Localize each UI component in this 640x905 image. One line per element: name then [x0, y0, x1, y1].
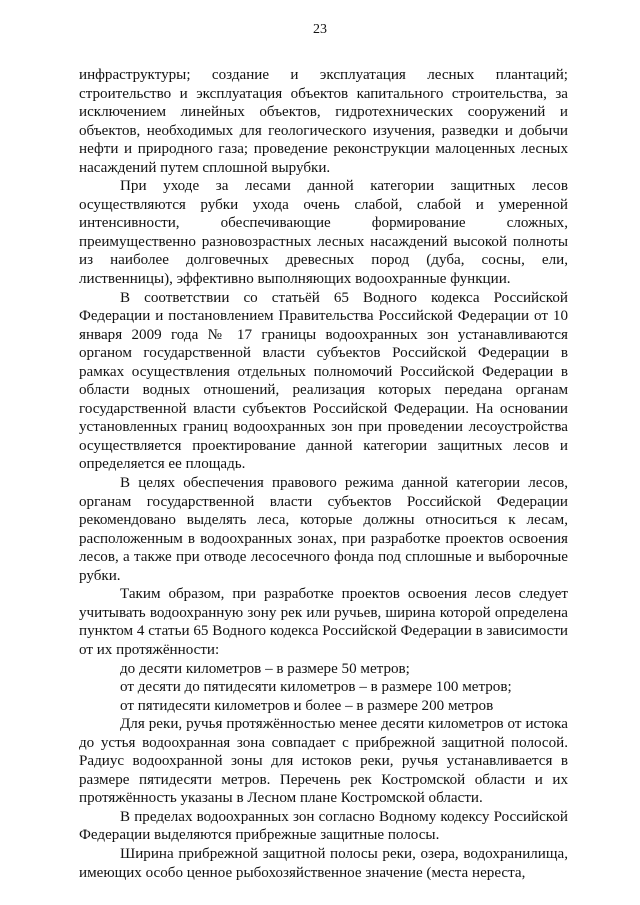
paragraph-strip-width: Ширина прибрежной защитной полосы реки, озера, водохранилища, имеющих особо ценное рыбохозяйственное значение (места нереста, [79, 845, 568, 881]
list-item: от пятидесяти километров и более – в размере 200 метров [120, 697, 494, 714]
list-item: от десяти до пятидесяти километров – в размере 100 метров; [120, 679, 512, 696]
paragraph-water-code: В соответствии со статьёй 65 Водного кодекса Российской Федерации и постановлением Правительства Российской Федерации от 10 января 2009 года № 17 границы водоохранных зон устанавливаются органом государственной власти субъектов Российской Федерации в рамках осуществления отдельных полномочий Российской Федерации в области водных отношений, реализация которых передана органам государственной власти субъектов Российской Федерации. На основании установленных границ водоохранных зон при проведении лесоустройства осуществляется проектирование данной категории защитных лесов и определяется ее площадь. [79, 289, 568, 473]
list-item: до десяти километров – в размере 50 метров; [120, 660, 410, 677]
document-body [79, 66, 568, 882]
paragraph-zone-width: Таким образом, при разработке проектов освоения лесов следует учитывать водоохранную зону рек или ручьев, ширина которой определена пунктом 4 статьи 65 Водного кодекса Российской Федерации в зависимости от их протяжённости: [79, 586, 568, 658]
page-number: 23 [313, 22, 327, 37]
paragraph-short-rivers: Для реки, ручья протяжённостью менее десяти километров от истока до устья водоохранная зона совпадает с прибрежной защитной полосой. Радиус водоохранной зоны для истоков реки, ручья устанавливается в размере пятидесяти метров. Перечень рек Костромской области и их протяжённость указаны в Лесном плане Костромской области. [79, 716, 568, 807]
paragraph-legal-regime: В целях обеспечения правового режима данной категории лесов, органам государственной власти субъектов Российской Федерации рекомендовано выделять леса, которые должны относиться к лесам, расположенным в водоохранных зонах, при разработке проектов освоения лесов, а также при отводе лесосечного фонда под сплошные и выборочные рубки. [79, 475, 568, 584]
paragraph-forest-care: При уходе за лесами данной категории защитных лесов осуществляются рубки ухода очень слабой, слабой и умеренной интенсивности, обеспечивающие формирование сложных, преимущественно разновозрастных лесных насаждений высокой полноты из наиболее долговечных древесных пород (дуба, сосны, ели, лиственницы), эффективно выполняющих водоохранные функции. [79, 178, 568, 288]
paragraph-protective-strips: В пределах водоохранных зон согласно Водному кодексу Российской Федерации выделяются прибрежные защитные полосы. [79, 808, 568, 844]
paragraph-continuation: инфраструктуры; создание и эксплуатация лесных плантаций; строительство и эксплуатация объектов капитального строительства, за исключением линейных объектов, гидротехнических сооружений и объектов, необходимых для геологического изучения, разведки и добычи нефти и природного газа; проведение реконструкции малоценных лесных насаждений путем сплошной вырубки. [79, 67, 568, 176]
